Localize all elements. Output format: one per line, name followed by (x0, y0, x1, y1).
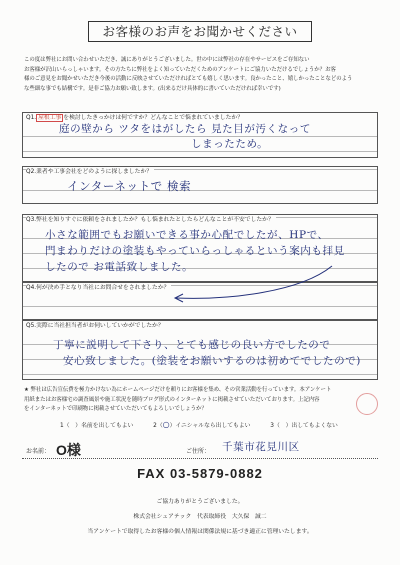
question-1-highlight: 屋根工事 (38, 115, 62, 121)
form-title: お客様のお声をお聞かせください (88, 21, 312, 42)
fax-number: FAX 03-5879-0882 (137, 466, 263, 481)
question-2-label: Q2.業者や工事会社をどのように探しましたか？ (26, 169, 153, 175)
privacy-notice: 当アンケートで取得したお客様の個人情報は関係法規に基づき適正に管理いたします。 (87, 529, 313, 535)
name-address-underline (22, 458, 378, 459)
consent-options (60, 420, 356, 431)
question-1-label: Q1. 屋根工事 を検討したきっかけは何ですか？どんなことで悩まれていましたか？ (26, 115, 244, 121)
intro-line: お客様が沢山いらっしゃいます。その方たちに弊社をよく知っていただくためのアンケートにご協力いただけるでしょうか？お客 (24, 66, 336, 73)
consent-option-1[interactable]: 1（ ）名前を出してもよい (60, 423, 134, 429)
thanks-text: ご協力ありがとうございました。 (156, 499, 244, 505)
question-3-answer-line: 門まわりだけの塗装もやっていらっしゃるという案内も拝見 (45, 245, 345, 257)
question-5-answer-line: 安心致しました。(塗装をお願いするのは初めてでしたので) (63, 355, 361, 367)
publication-notice (24, 386, 380, 415)
name-label: お名前： (26, 448, 51, 455)
circle-mark-icon: ○ (162, 420, 170, 429)
question-1-answer-line: しまったため。 (191, 138, 269, 150)
question-5-answer-line: 丁寧に説明して下さり、とても感じの良い方でしたので (53, 339, 331, 351)
question-3-label: Q3.弊社を知りすぐに依頼をされましたか？もし悩まれたとしたらどんなことが不安でしたか？ (26, 217, 274, 223)
name-value[interactable]: O様 (56, 442, 81, 458)
intro-line: 様のご意見をお聞かせいただき今後の活動に反映させていただければとても嬉しく思います。良かったこと、嬉しかったことなどのよう (24, 76, 353, 82)
notice-line: をインターネットで印刷物に掲載させていただいてもよろしいでしょうか？ (24, 406, 207, 412)
notice-line: 用紙またはお客様宅の調査風景や施工状況を随時ブログ形式のインターネットに掲載させていただいております。上記内容 (24, 396, 320, 403)
company-signature: 株式会社シェアテック 代表取締役 大久保 誠二 (133, 514, 267, 520)
intro-line: この度は弊社にお問い合わせいただき、誠にありがとうございました。世の中には弊社の存在やサービスをご存知ない (24, 57, 310, 63)
consent-option-3[interactable]: 3（ ）出してもよくない (270, 423, 338, 429)
question-3-answer-line: 小さな範囲でもお願いできる事か心配でしたが、HPで、 (45, 229, 329, 241)
intro-line: な些細な事でも結構です。是非ご協力お願い致します。(出来るだけ具体的に書いていただければ幸いです) (24, 85, 281, 92)
question-2-answer-line: インターネットで 検索 (67, 179, 192, 193)
question-5-label: Q5.実際に当社担当者がお伺いしていかがでしたか？ (26, 323, 164, 329)
consent-option-2[interactable]: 2（○）イニシャルなら出してもよい (153, 420, 251, 429)
address-value[interactable]: 千葉市花見川区 (222, 441, 300, 453)
notice-line: ★ 弊社は広告宣伝費を極力かけない為にホームページだけを頼りにお客様を集め、その営業活動を行っています。本アンケート (24, 387, 332, 393)
question-1-answer-line: 庭の壁から ツタをはがしたら 見た目が汚くなって (59, 123, 311, 135)
question-5-box (22, 320, 378, 380)
seal-stamp-icon (356, 393, 378, 415)
address-label: ご住所： (186, 448, 211, 455)
question-4-label: Q4.何が決め手となり当社にお問合せをされましたか？ (26, 285, 170, 291)
question-3-answer-line: したので お電話致しました。 (45, 261, 194, 273)
